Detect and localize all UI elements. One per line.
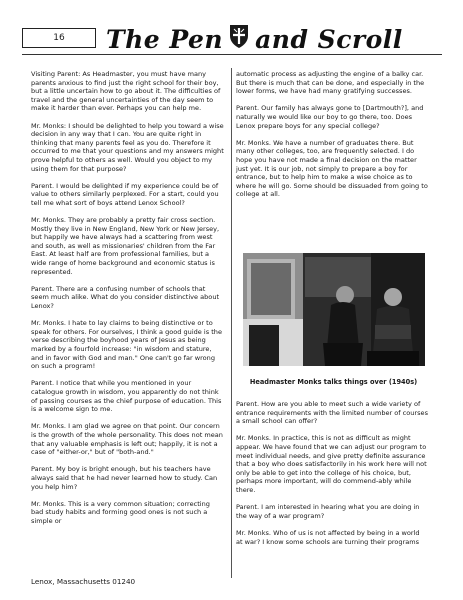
right-column-bottom xyxy=(236,400,428,555)
paragraph: Mr. Monks. Who of us is not affected by being in a world at war? I know some schools are turning their programs xyxy=(236,528,420,546)
paragraph: Mr. Monks. We have a number of graduates there. But many other colleges, too, are frequently selected. I do hope you have not made a final decision on the matter just yet. It is our job, not simply to prepare a boy for entrance, but to help him to make a wise choice as to where he will go. Some should be dissuaded from going to college at all. xyxy=(236,138,428,199)
paragraph: Parent. My boy is bright enough, but his teachers have always said that he had never learned how to study. Can you help him? xyxy=(31,465,218,491)
header-rule xyxy=(22,54,442,55)
crest-icon xyxy=(228,23,250,57)
paragraph: Parent. I am interested in hearing what you are doing in the way of a war program? xyxy=(236,503,420,520)
paragraph: Mr. Monks. They are probably a pretty fair cross section. Mostly they live in New England, New York or New Jersey, but happily we have always had a scattering from west and south, as well as missionaries' children from the Far East. At least half are from professional families, but a wide range of home background and economic status is represented. xyxy=(31,216,220,276)
paragraph: Visiting Parent: As Headmaster, you must have many parents anxious to find just the right school for their boy, but a little uncertain how to go about it. The difficulties of travel and the general uncertainties of the day seem to make it harder than ever. Perhaps you can help me. xyxy=(31,70,221,113)
masthead-title-part1: The Pen xyxy=(106,25,224,54)
masthead-title-part2: and Scroll xyxy=(255,25,403,54)
page-number: 16 xyxy=(22,28,96,48)
paragraph: Mr. Monks. In practice, this is not as difficult as might appear. We have found that we can adjust our program to meet individual needs, and give pretty definite assurance that a boy who does satisfactorily in his work here will not only be able to get into the college of his choice, but, perhaps more important, will do commend-ably while there. xyxy=(236,434,427,494)
paragraph: Mr. Monks: I should be delighted to help you toward a wise decision in any way that I can. You are quite right in thinking that many parents feel as you do. Therefore it occurred to me that your questions and my answers might prove helpful to others as well. Would you object to my using them for that purpose? xyxy=(31,121,224,173)
paragraph: Parent. Our family has always gone to [Dartmouth?], and naturally we would like our boy to go there, too. Does Lenox prepare boys for any special college? xyxy=(236,104,424,130)
photo-caption: Headmaster Monks talks things over (1940s) xyxy=(249,378,418,386)
right-column-top xyxy=(236,70,428,208)
paragraph: Parent. How are you able to meet such a wide variety of entrance requirements with the limited number of courses a small school can offer? xyxy=(236,400,428,426)
paragraph: automatic process as adjusting the engine of a balky car. But there is much that can be done, and especially in the lower forms, we have had many gratifying successes. xyxy=(236,70,425,96)
paragraph: Mr. Monks. This is a very common situation; correcting bad study habits and forming good ones is not such a simple or xyxy=(31,499,210,525)
page-header xyxy=(22,24,442,56)
paragraph: Parent. I would be delighted if my experience could be of value to others similarly perplexed. For a start, could you tell me what sort of boys attend Lenox School? xyxy=(31,181,219,207)
paragraph: Mr. Monks. I hate to lay claims to being distinctive or to speak for others. For ourselves, I think a good guide is the verse describing the boyhood years of Jesus as being marked by a fourfold increase: "in wisdom and stature, and in favor with God and man." One can't go far wrong on such a program! xyxy=(31,319,222,371)
left-column xyxy=(31,70,224,534)
column-divider xyxy=(231,68,232,578)
headmaster-photo xyxy=(243,253,425,366)
footer-address: Lenox, Massachusetts 01240 xyxy=(31,577,136,586)
masthead-title xyxy=(106,24,442,56)
paragraph: Parent. I notice that while you mentioned in your catalogue growth in wisdom, you apparently do not think of passing courses as the chief purpose of education. This is a welcome sign to me. xyxy=(31,379,222,414)
paragraph: Mr. Monks. I am glad we agree on that point. Our concern is the growth of the whole personality. This does not mean that any valuable emphasis is left out; happily, it is not a case of "either-or," but of "both-and." xyxy=(31,422,223,457)
paragraph: Parent. There are a confusing number of schools that seem much alike. What do you consider distinctive about Lenox? xyxy=(31,284,220,311)
